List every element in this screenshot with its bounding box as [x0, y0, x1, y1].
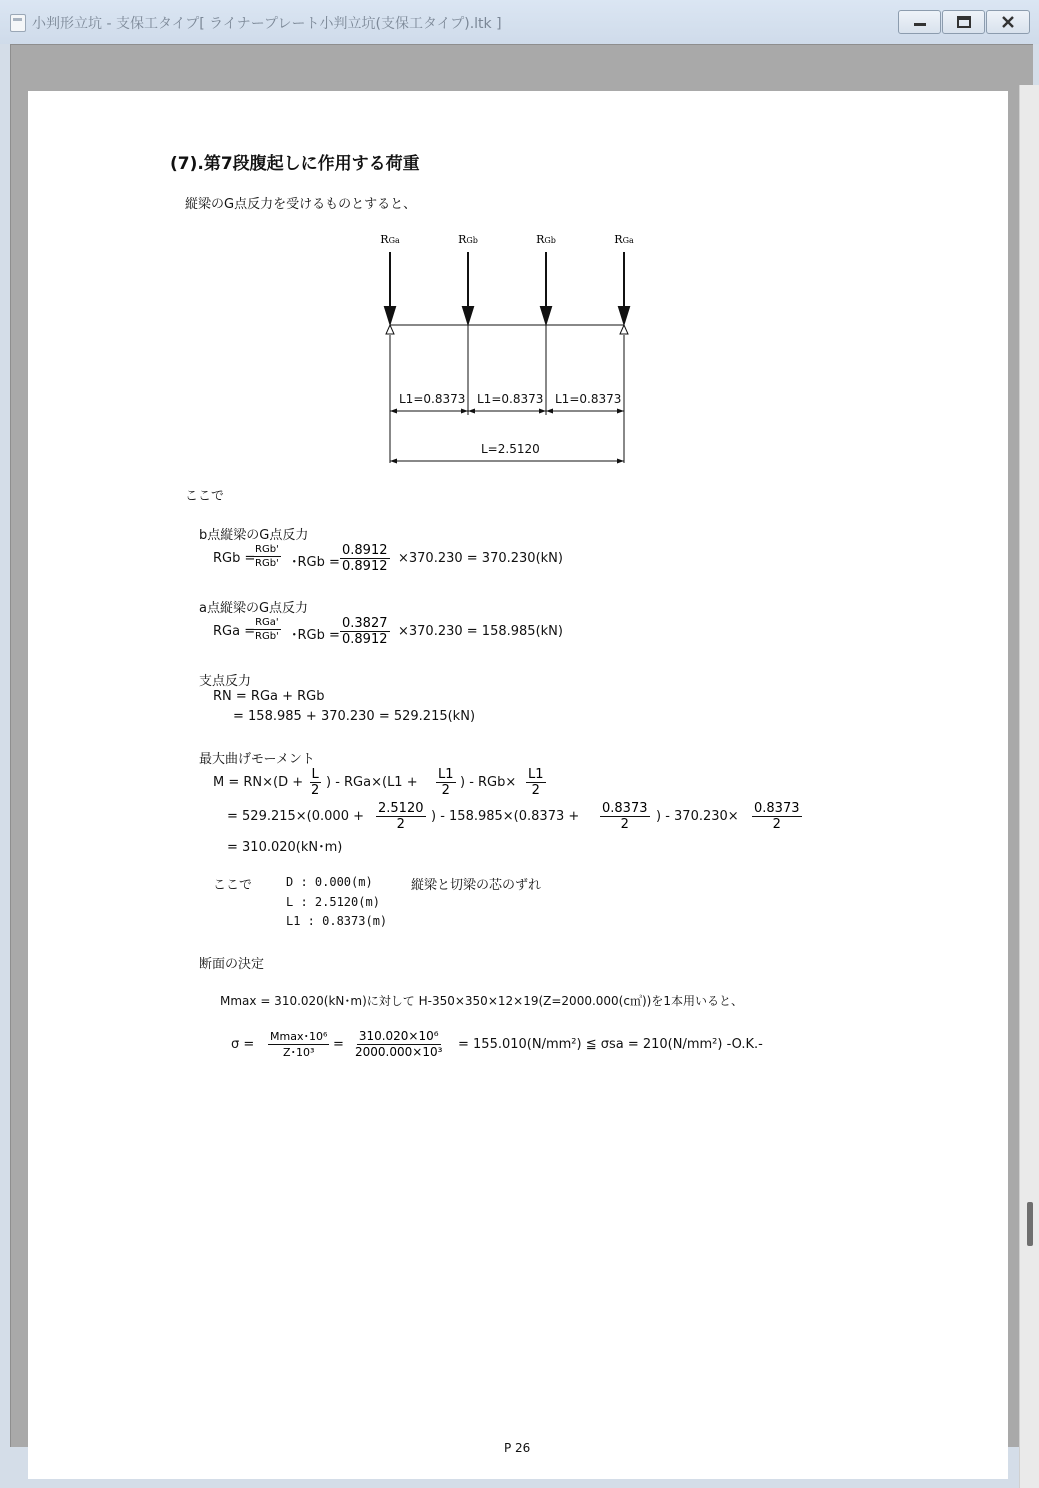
support-reaction-title: 支点反力 [199, 674, 252, 689]
moment-line2-c: ) - 370.230× [656, 809, 739, 824]
b-result: ×370.230 = 370.230(kN) [398, 551, 563, 566]
support-result: = 158.985 + 370.230 = 529.215(kN) [233, 709, 476, 724]
load-label-3: RGb [536, 233, 556, 246]
a-reaction-title: a点縦梁のG点反力 [199, 601, 309, 616]
moment-result: = 310.020(kN･m) [227, 840, 343, 855]
support-left [386, 325, 394, 334]
where-d-note: 縦梁と切梁の芯のずれ [411, 878, 542, 893]
section-title: 断面の決定 [199, 957, 265, 972]
load-label-2: RGb [458, 233, 478, 246]
stress-eq: = [333, 1037, 344, 1052]
a-fraction-1: RGa' RGb' [255, 617, 279, 642]
moment-line2-b: ) - 158.985×(0.8373 + [431, 809, 580, 824]
stress-fraction-1: Mmax･10⁶ Z･10³ [270, 1030, 328, 1059]
section-line: Mmax = 310.020(kN･m)に対して H-350×350×12×19(Z=2000.000(c㎥))を1本用いると、 [220, 994, 743, 1008]
minimize-icon [912, 17, 928, 27]
moment-line1-b: ) - RGa×(L1 + [326, 775, 418, 790]
document-viewport[interactable] [10, 44, 1033, 1455]
load-label-4: RGa [614, 233, 634, 246]
load-label-1: RGa [380, 233, 400, 246]
app-icon[interactable] [10, 14, 26, 32]
stress-fraction-2: $\frac{\text{310.020×10⁶}}{\text{2000.000×10³}}$ [355, 1029, 443, 1059]
minimize-button[interactable] [898, 10, 941, 34]
a-mid: ･RGb = [291, 628, 340, 643]
document-page [28, 91, 1008, 1479]
where-label: ここで [213, 878, 253, 893]
close-icon [1000, 15, 1016, 29]
kokode-label: ここで [185, 489, 225, 504]
span-label-1: L1=0.8373 [399, 392, 466, 406]
b-mid: ･RGb = [291, 555, 340, 570]
stress-lhs: σ = [231, 1037, 255, 1052]
moment-line2-frac3: $\frac{0.8373}{2}$ [754, 801, 800, 832]
moment-title: 最大曲げモーメント [199, 752, 315, 767]
b-fraction-2: $\frac{0.8912}{0.8912}$ [342, 543, 388, 574]
moment-line2-frac1: $\frac{2.5120}{2}$ [378, 801, 424, 832]
where-d: D : 0.000(m) [286, 875, 373, 889]
moment-line1-frac1: $\frac{L}{2}$ [311, 767, 320, 798]
a-lhs: RGa = [213, 624, 256, 639]
maximize-icon [956, 15, 972, 29]
a-result: ×370.230 = 158.985(kN) [398, 624, 563, 639]
title-bar [0, 0, 1039, 44]
b-reaction-title: b点縦梁のG点反力 [199, 528, 309, 543]
moment-line2-frac2: $\frac{0.8373}{2}$ [602, 801, 648, 832]
stress-result: = 155.010(N/mm²) ≦ σsa = 210(N/mm²) -O.K.- [458, 1037, 763, 1052]
window-title: 小判形立坑 - 支保工タイプ[ ライナープレート小判立坑(支保工タイプ).ltk ] [32, 16, 502, 32]
b-lhs: RGb = [213, 551, 256, 566]
moment-line1-frac2: $\frac{L1}{2}$ [438, 767, 454, 798]
scrollbar-thumb[interactable] [1027, 1202, 1033, 1246]
moment-line1-frac3: $\frac{L1}{2}$ [528, 767, 544, 798]
where-l: L : 2.5120(m) [286, 895, 380, 909]
beam-diagram [368, 221, 668, 466]
support-formula: RN = RGa + RGb [213, 689, 325, 704]
intro-text: 縦梁のG点反力を受けるものとすると、 [185, 197, 417, 212]
vertical-scrollbar[interactable] [1019, 85, 1039, 1488]
page-number: P 26 [504, 1441, 531, 1455]
close-button[interactable] [986, 10, 1030, 34]
total-length-label: L=2.5120 [481, 442, 540, 456]
moment-line1-c: ) - RGb× [460, 775, 517, 790]
section-heading: (7).第7段腹起しに作用する荷重 [170, 154, 420, 174]
where-l1: L1 : 0.8373(m) [286, 914, 388, 928]
b-fraction-1: RGb' RGb' [255, 544, 279, 569]
a-fraction-2: $\frac{0.3827}{0.8912}$ [342, 616, 388, 647]
span-label-3: L1=0.8373 [555, 392, 622, 406]
maximize-button[interactable] [942, 10, 985, 34]
support-right [620, 325, 628, 334]
moment-line2-a: = 529.215×(0.000 + [227, 809, 364, 824]
span-label-2: L1=0.8373 [477, 392, 544, 406]
moment-line1-a: M = RN×(D + [213, 775, 304, 790]
